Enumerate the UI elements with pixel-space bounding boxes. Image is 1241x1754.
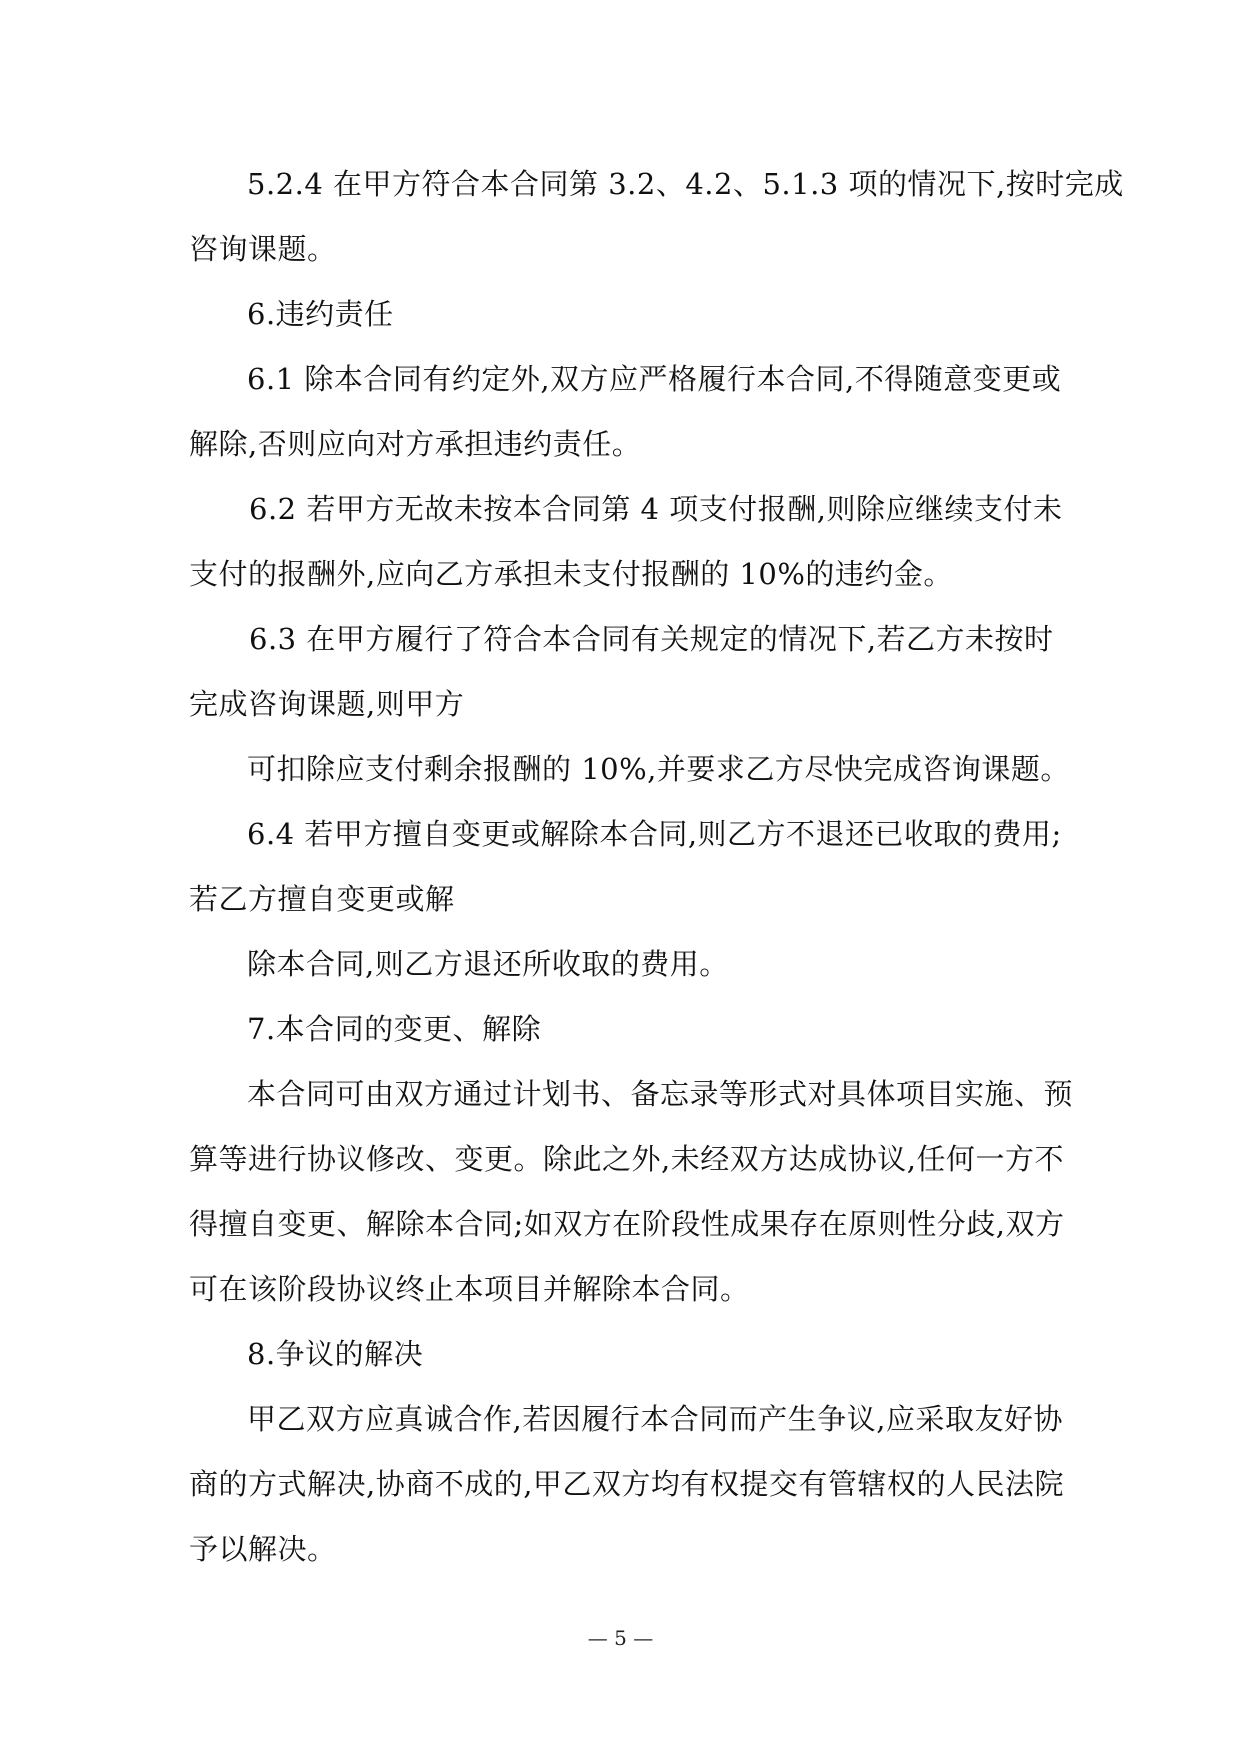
text-line: 算等进行协议修改、变更。除此之外,未经双方达成协议,任何一方不 — [189, 1142, 1064, 1176]
text-line: 甲乙双方应真诚合作,若因履行本合同而产生争议,应采取友好协 — [247, 1402, 1063, 1436]
text-line: 6.3 在甲方履行了符合本合同有关规定的情况下,若乙方未按时 — [249, 622, 1054, 656]
text-line: 6.2 若甲方无故未按本合同第 4 项支付报酬,则除应继续支付未 — [249, 492, 1063, 526]
text-line: 咨询课题。 — [189, 232, 337, 266]
text-line: 可在该阶段协议终止本项目并解除本合同。 — [189, 1272, 750, 1306]
text-line: 本合同可由双方通过计划书、备忘录等形式对具体项目实施、预 — [247, 1077, 1074, 1111]
text-line: 5.2.4 在甲方符合本合同第 3.2、4.2、5.1.3 项的情况下,按时完成 — [247, 167, 1124, 201]
text-line: 若乙方擅自变更或解 — [189, 882, 455, 916]
text-line: 可扣除应支付剩余报酬的 10%,并要求乙方尽快完成咨询课题。 — [247, 752, 1070, 786]
text-line: 6.4 若甲方擅自变更或解除本合同,则乙方不退还已收取的费用; — [247, 817, 1062, 851]
text-line: 解除,否则应向对方承担违约责任。 — [189, 427, 642, 461]
text-line: 完成咨询课题,则甲方 — [189, 687, 465, 721]
page-number: — 5 — — [587, 1626, 654, 1650]
text-line: 6.1 除本合同有约定外,双方应严格履行本合同,不得随意变更或 — [247, 362, 1062, 396]
text-line: 除本合同,则乙方退还所收取的费用。 — [247, 947, 729, 981]
text-line: 得擅自变更、解除本合同;如双方在阶段性成果存在原则性分歧,双方 — [189, 1207, 1065, 1241]
text-line: 予以解决。 — [189, 1532, 337, 1566]
text-line: 支付的报酬外,应向乙方承担未支付报酬的 10%的违约金。 — [189, 557, 953, 591]
section-heading: 8.争议的解决 — [247, 1337, 424, 1371]
section-heading: 6.违约责任 — [247, 297, 394, 331]
section-heading: 7.本合同的变更、解除 — [247, 1012, 542, 1046]
text-line: 商的方式解决,协商不成的,甲乙双方均有权提交有管辖权的人民法院 — [189, 1467, 1064, 1501]
